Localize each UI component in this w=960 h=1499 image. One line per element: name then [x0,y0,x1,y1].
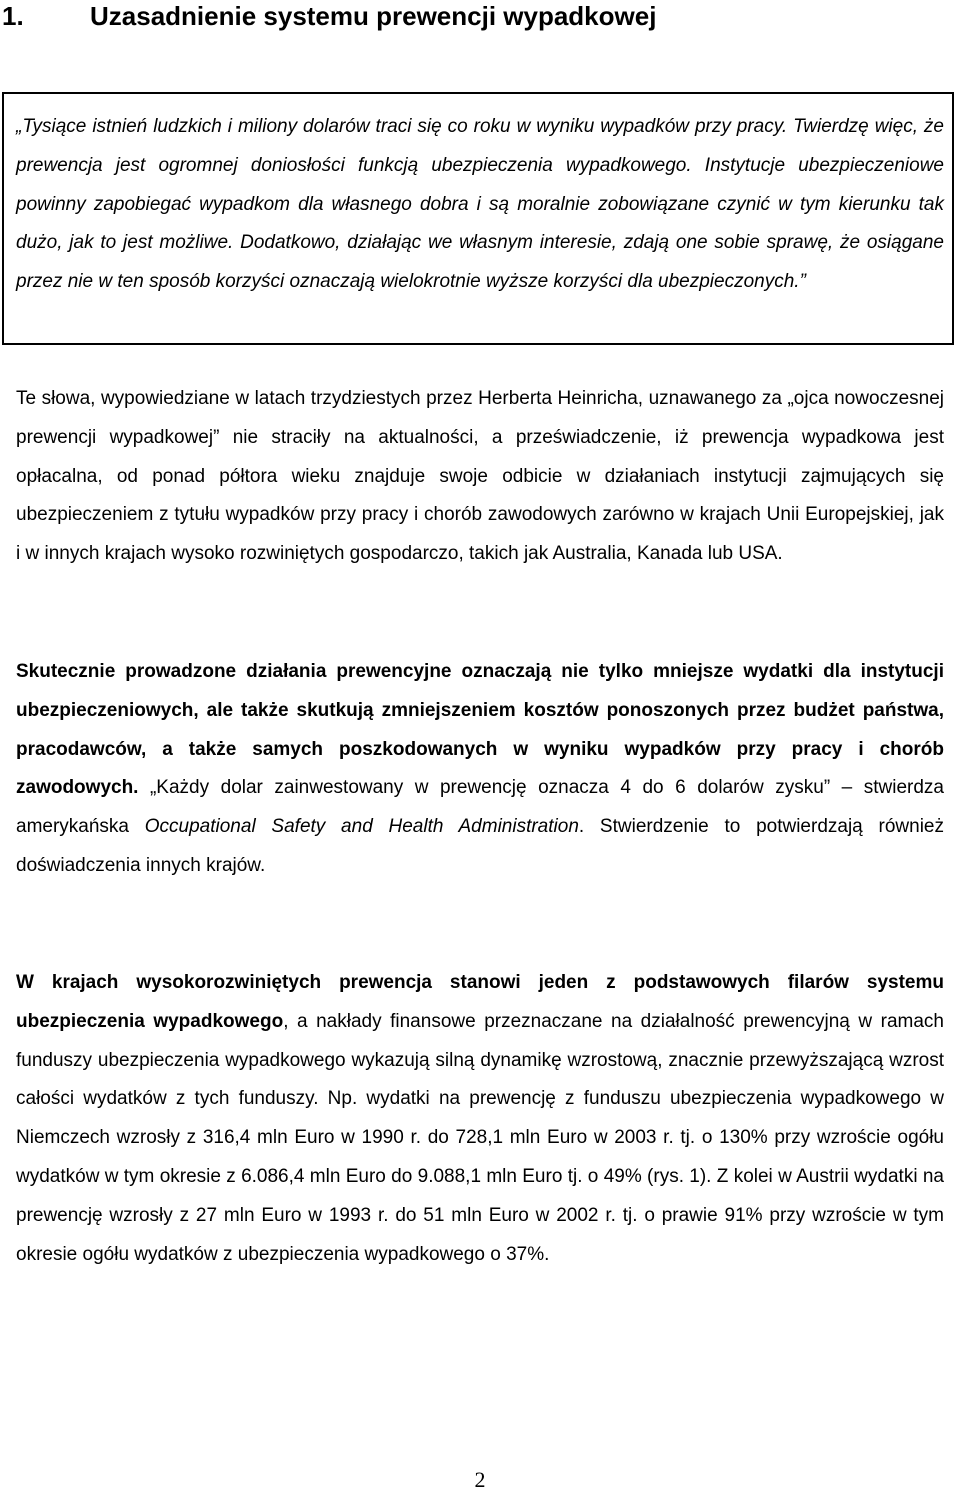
section-number: 1. [2,1,24,31]
osha-name: Occupational Safety and Health Administration [144,816,579,838]
paragraph-quote-text: „Każdy dolar zainwestowany w prewencję oznacza 4 do 6 dolarów zysku” – stwierdza amerykańska [16,777,944,838]
paragraph-prevention-benefits [16,653,944,886]
section-heading [2,0,656,32]
section-title: Uzasadnienie systemu prewencji wypadkowej [90,1,657,31]
page-number: 2 [474,1467,486,1492]
quote-paragraph: „Tysiące istnień ludzkich i miliony dolarów traci się co roku w wyniku wypadków przy pracy. Twierdzę więc, że prewencja jest ogromnej doniosłości funkcją ubezpieczenia wypadkowego. Instytucje ubezpieczeniowe powinny zapobiegać wypadkom dla własnego dobra i są moralnie zobowiązane czynić w tym kierunku tak dużo, jak to jest możliwe. Dodatkowo, działając we własnym interesie, zdają one sobie sprawę, że osiągane przez nie w ten sposób korzyści oznaczają wielokrotnie wyższe korzyści dla ubezpieczonych.” [16,116,944,293]
paragraph-bold-lead: W krajach wysokorozwiniętych prewencja stanowi jeden z podstawowych filarów systemu ubezpieczenia wypadkowego [16,972,944,1032]
paragraph-body-text: , a nakłady finansowe przeznaczane na działalność prewencyjną w ramach funduszy ubezpieczenia wypadkowego wykazują silną dynamikę wzrostową, znacznie przewyższającą wzrost całości wydatków z tych funduszy. Np. wydatki na prewencję z funduszu ubezpieczenia wypadkowego w Niemczech wzrosły z 316,4 mln Euro w 1990 r. do 728,1 mln Euro w 2003 r. tj. o 130% przy wzroście ogółu wydatków w tym okresie z 6.086,4 mln Euro do 9.088,1 mln Euro tj. o 49% (rys. 1). Z kolei w Austrii wydatki na prewencję wzrosły z 27 mln Euro w 1993 r. do 51 mln Euro w 2002 r. tj. o prawie 91% przy wzroście w tym okresie ogółu wydatków z ubezpieczenia wypadkowego o 37%. [16,1010,944,1265]
paragraph-closing-text: . Stwierdzenie to potwierdzają również doświadczenia innych krajów. [16,816,944,876]
paragraph-heinrich: Te słowa, wypowiedziane w latach trzydziestych przez Herberta Heinricha, uznawanego za „ojca nowoczesnej prewencji wypadkowej” nie straciły na aktualności, a przeświadczenie, iż prewencja wypadkowa jest opłacalna, od ponad półtora wieku znajduje swoje odbicie w działaniach instytucji zajmujących się ubezpieczeniem z tytułu wypadków przy pracy i chorób zawodowych zarówno w krajach Unii Europejskiej, jak i w innych krajach wysoko rozwiniętych gospodarczo, takich jak Australia, Kanada lub USA. [16,388,944,565]
paragraph-developed-countries [16,964,944,1274]
paragraph-bold-lead: Skutecznie prowadzone działania prewencyjne oznaczają nie tylko mniejsze wydatki dla instytucji ubezpieczeniowych, ale także skutkują zmniejszeniem kosztów ponoszonych przez budżet państwa, pracodawców, a także samych poszkodowanych w wyniku wypadków przy pracy i chorób zawodowych. [16,661,944,799]
